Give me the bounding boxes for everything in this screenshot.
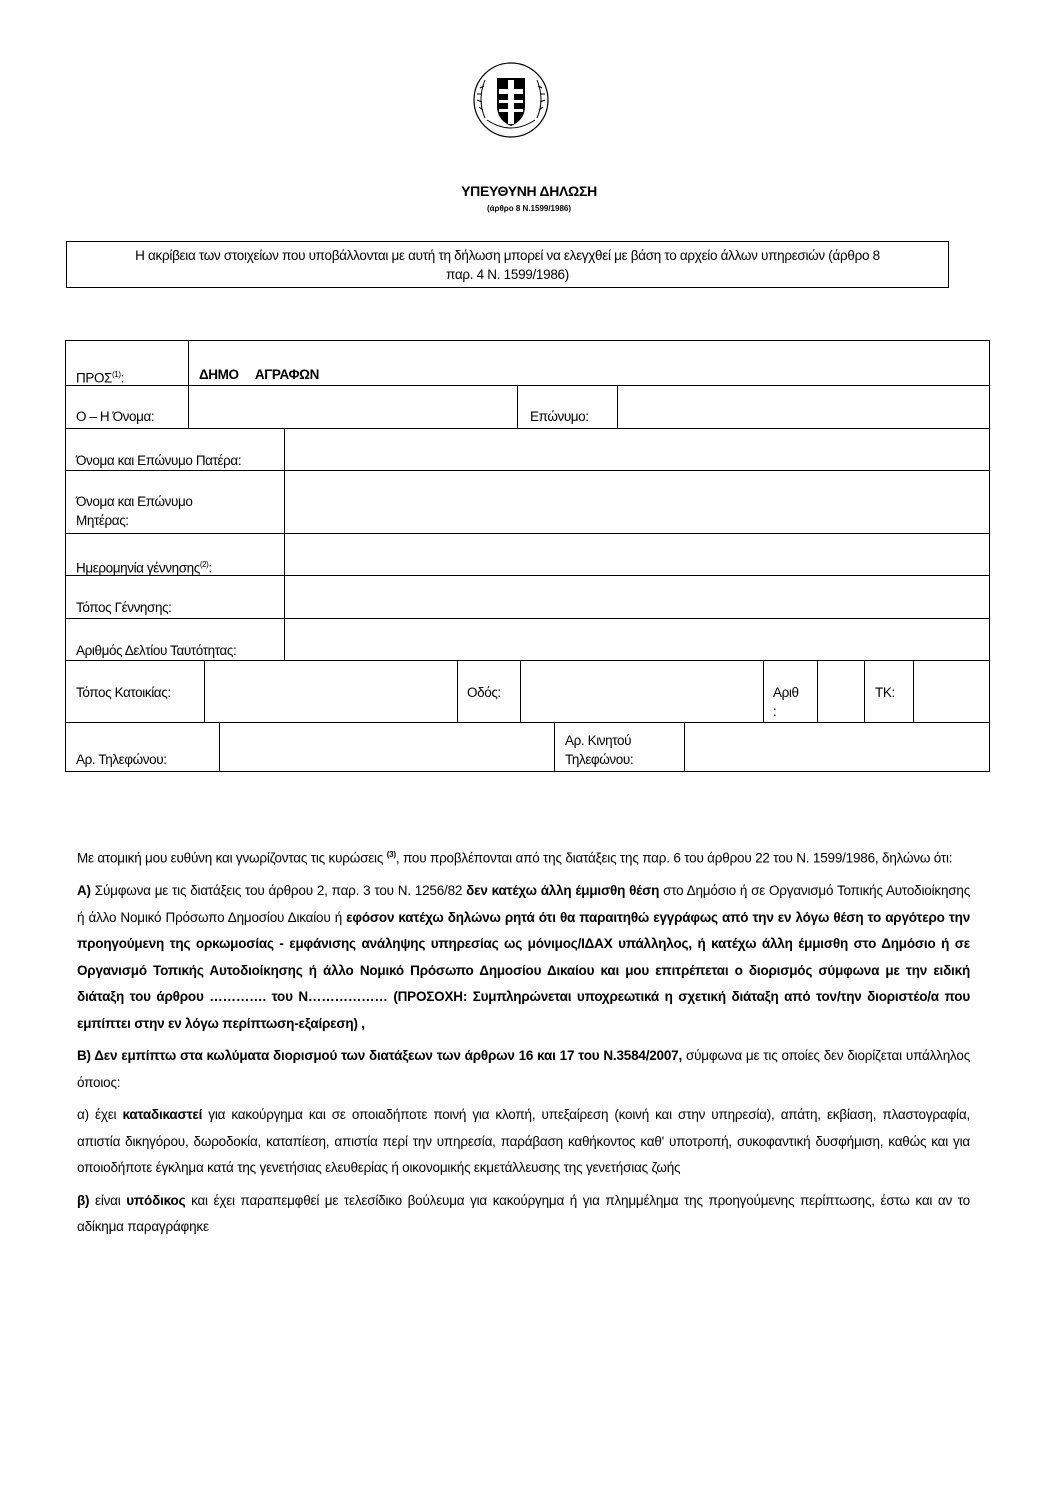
intro-paragraph: Με ατομική μου ευθύνη και γνωρίζοντας τις κυρώσεις $^{(3)}$, που προβλέπονται από της διατάξεις της παρ. 6 του άρθρου 22 του Ν. 1599/1986, δηλώνω ότι: [77,850,953,866]
clause-b: Β) Δεν εμπίπτω στα κωλύματα διορισμού των διατάξεων των άρθρων 16 και 17 του Ν.3584/2007, σύμφωνα με τις οποίες δεν διορίζεται υπάλληλος όποιος: [77,1048,970,1090]
phone-label: Αρ. Τηλεφώνου: [76,752,167,767]
clause-b-item-b: β) είναι υπόδικος και έχει παραπεμφθεί με τελεσίδικο βούλευμα για κακούργημα ή για πλημμέλημα της προηγούμενης περίπτωσης, έστω και αν το αδίκημα παραγράφηκε [77,1192,970,1234]
birthplace-label: Τόπος Γέννησης: [76,600,172,615]
declaration-body [77,842,970,1241]
street-label: Οδός: [467,685,501,700]
id-number-label: Αριθμός Δελτίου Ταυτότητας: [76,643,237,658]
notice-line-2: παρ. 4 Ν. 1599/1986) [446,267,569,282]
accuracy-notice [66,241,949,288]
page-title: ΥΠΕΥΘΥΝΗ ΔΗΛΩΣΗ [461,183,597,199]
surname-label: Επώνυμο: [530,409,589,424]
to-label: ΠΡΟΣ$^{(1)}$: [76,370,124,386]
street-number-label: Αριθ : [773,685,799,719]
mobile-label: Αρ. Κινητού Τηλεφώνου: [565,733,634,767]
page-subtitle: (άρθρο 8 Ν.1599/1986) [486,204,572,213]
notice-line-1: Η ακρίβεια των στοιχείων που υποβάλλονται με αυτή τη δήλωση μπορεί να ελεγχθεί με βάση το αρχείο άλλων υπηρεσιών (άρθρο 8 [135,248,880,263]
mother-name-label: Όνομα και Επώνυμο Μητέρας: [76,494,193,528]
name-label: Ο – Η Όνομα: [76,409,155,424]
father-name-label: Όνομα και Επώνυμο Πατέρα: [76,453,242,468]
to-value: ΔΗΜΟ ΑΓΡΑΦΩΝ [199,367,319,382]
birthdate-label: Ημερομηνία γέννησης$^{(2)}$: [76,560,212,576]
declaration-form [65,340,990,772]
postcode-label: ΤΚ: [875,685,895,700]
clause-a: Α) Σύμφωνα με τις διατάξεις του άρθρου 2, παρ. 3 του Ν. 1256/82 δεν κατέχω άλλη έμμισθη θέση στο Δημόσιο ή σε Οργανισμό Τοπικής Αυτοδιοίκησης ή άλλο Νομικό Πρόσωπο Δημοσίου Δικαίου ή εφόσον κατέχω δηλώνω ρητά ότι θα παραιτηθώ εγγράφως από την εν λόγω θέση το αργότερο την προηγούμενη της ορκωμοσίας - εμφάνισης ανάληψης υπηρεσίας ως μόνιμος/ΙΔΑΧ υπάλληλος, ή κατέχω άλλη έμμισθη στο Δημόσιο ή σε Οργανισμό Τοπικής Αυτοδιοίκησης ή άλλο Νομικό Πρόσωπο Δημοσίου Δικαίου και μου επιτρέπεται ο διορισμός σύμφωνα με την ειδική διάταξη του άρθρου …………. του Ν……………… (ΠΡΟΣΟΧΗ: Συμπληρώνεται υποχρεωτικά η σχετική διάταξη από τον/την διοριστέο/α που εμπίπτει στην εν λόγω περίπτωση-εξαίρεση) , [77,883,971,1031]
coat-of-arms-icon [471,60,551,140]
residence-label: Τόπος Κατοικίας: [76,685,171,700]
clause-b-item-a: α) έχει καταδικαστεί για κακούργημα και σε οποιαδήποτε ποινή για κλοπή, υπεξαίρεση (κοινή και στην υπηρεσία), απάτη, εκβίαση, πλαστογραφία, απιστία δικηγόρου, δωροδοκία, καταπίεση, απιστία περί την υπηρεσία, παράβαση καθήκοντος καθ' υποτροπή, συκοφαντική δυσφήμιση, καθώς και για οποιοδήποτε έγκλημα κατά της γενετήσιας ελευθερίας ή οικονομικής εκμετάλλευσης της γενετήσιας ζωής [77,1107,970,1175]
